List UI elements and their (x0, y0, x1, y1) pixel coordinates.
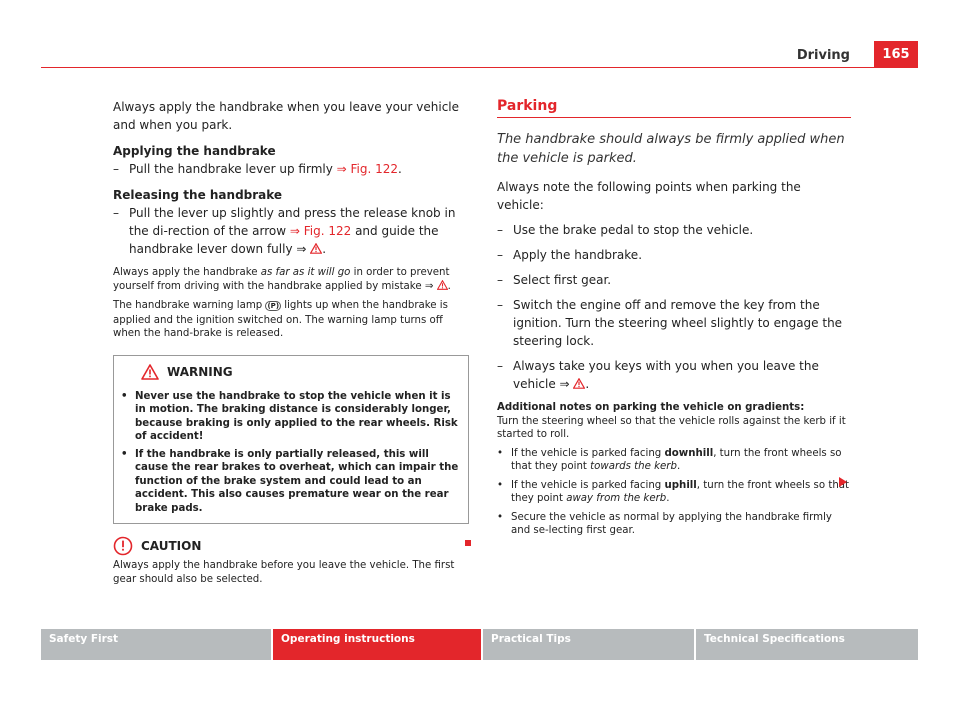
warning-triangle-icon[interactable] (573, 378, 585, 389)
caution-label: CAUTION (141, 539, 202, 553)
warning-box (113, 355, 469, 525)
gradient-bullet: • Secure the vehicle as normal by applying the handbrake firmly and se-lecting first gear. (497, 511, 832, 536)
tab-technical-specifications[interactable]: Technical Specifications (696, 629, 918, 660)
parking-step: – Select first gear. (497, 273, 612, 287)
fig-ref-link[interactable]: ⇒ Fig. 122 (336, 162, 399, 176)
gradient-bullet: • If the vehicle is parked facing downhill, turn the front wheels so that they point towards the kerb. (497, 447, 842, 472)
tab-safety-first[interactable]: Safety First (41, 629, 271, 660)
header-rule (41, 67, 918, 68)
parking-step: – Use the brake pedal to stop the vehicle. (497, 223, 754, 237)
warning-triangle-icon (141, 364, 159, 380)
parking-step: – Switch the engine off and remove the key from the ignition. Turn the steering wheel slightly to engage the steering lock. (497, 298, 843, 348)
section-title-parking: Parking (497, 98, 558, 114)
parking-lead: The handbrake should always be firmly applied when the vehicle is parked. (497, 132, 845, 166)
fig-ref-link[interactable]: ⇒ Fig. 122 (289, 224, 352, 238)
warning-triangle-icon[interactable] (437, 280, 448, 290)
note-as-far-as: Always apply the handbrake as far as it will go in order to prevent yourself from driving with the handbrake applied by mistake ⇒ . (113, 267, 451, 292)
caution-icon (113, 536, 133, 556)
warning-triangle-icon[interactable] (310, 243, 322, 254)
gradient-notes-heading: Additional notes on parking the vehicle on gradients: (497, 402, 805, 413)
tab-operating-instructions[interactable]: Operating instructions (273, 629, 481, 660)
handbrake-intro: Always apply the handbrake when you leave your vehicle and when you park. (113, 100, 460, 132)
section-end-marker (465, 540, 471, 546)
right-column (497, 98, 851, 538)
caution-text: Always apply the handbrake before you leave the vehicle. The first gear should also be selected. (113, 560, 455, 585)
parking-step: – Apply the handbrake. (497, 248, 643, 262)
continue-arrow-icon[interactable] (839, 477, 847, 487)
gradient-notes-intro: Turn the steering wheel so that the vehicle rolls against the kerb if it started to roll. (497, 415, 846, 440)
footer-tabs (41, 629, 918, 660)
section-rule (497, 117, 851, 118)
apply-step: – Pull the handbrake lever up firmly ⇒ Fig. 122. (113, 162, 402, 176)
left-column (113, 98, 469, 586)
warning-item: • Never use the handbrake to stop the vehicle when it is in motion. The braking distance is considerably longer, because braking is only applied to the rear wheels. Risk of accident! (121, 390, 458, 442)
warning-label: WARNING (167, 364, 233, 379)
gradient-bullet: • If the vehicle is parked facing uphill, turn the front wheels so that they point away from the kerb. (497, 479, 850, 504)
warning-item: • If the handbrake is only partially released, this will cause the rear brakes to overheat, which can impair the function of the brake system and could lead to an accident. This also causes premature wear on the rear brake pads. (121, 448, 459, 514)
handbrake-lamp-icon: (P) (267, 302, 280, 310)
caution-heading (113, 536, 469, 556)
tab-practical-tips[interactable]: Practical Tips (483, 629, 694, 660)
apply-heading: Applying the handbrake (113, 144, 276, 158)
page-number: 165 (874, 41, 918, 67)
parking-intro: Always note the following points when parking the vehicle: (497, 180, 801, 212)
release-step: – Pull the lever up slightly and press the release knob in the di-rection of the arrow ⇒ Fig. 122 and guide the handbrake lever down fully ⇒ . (113, 206, 456, 256)
release-heading: Releasing the handbrake (113, 188, 283, 202)
running-header-title: Driving (796, 48, 850, 63)
note-warning-lamp: The handbrake warning lamp (P) lights up when the handbrake is applied and the ignition switched on. The warning lamp turns off when the hand-brake is released. (113, 300, 448, 339)
parking-step: – Always take you keys with you when you leave the vehicle ⇒ . (497, 359, 819, 391)
